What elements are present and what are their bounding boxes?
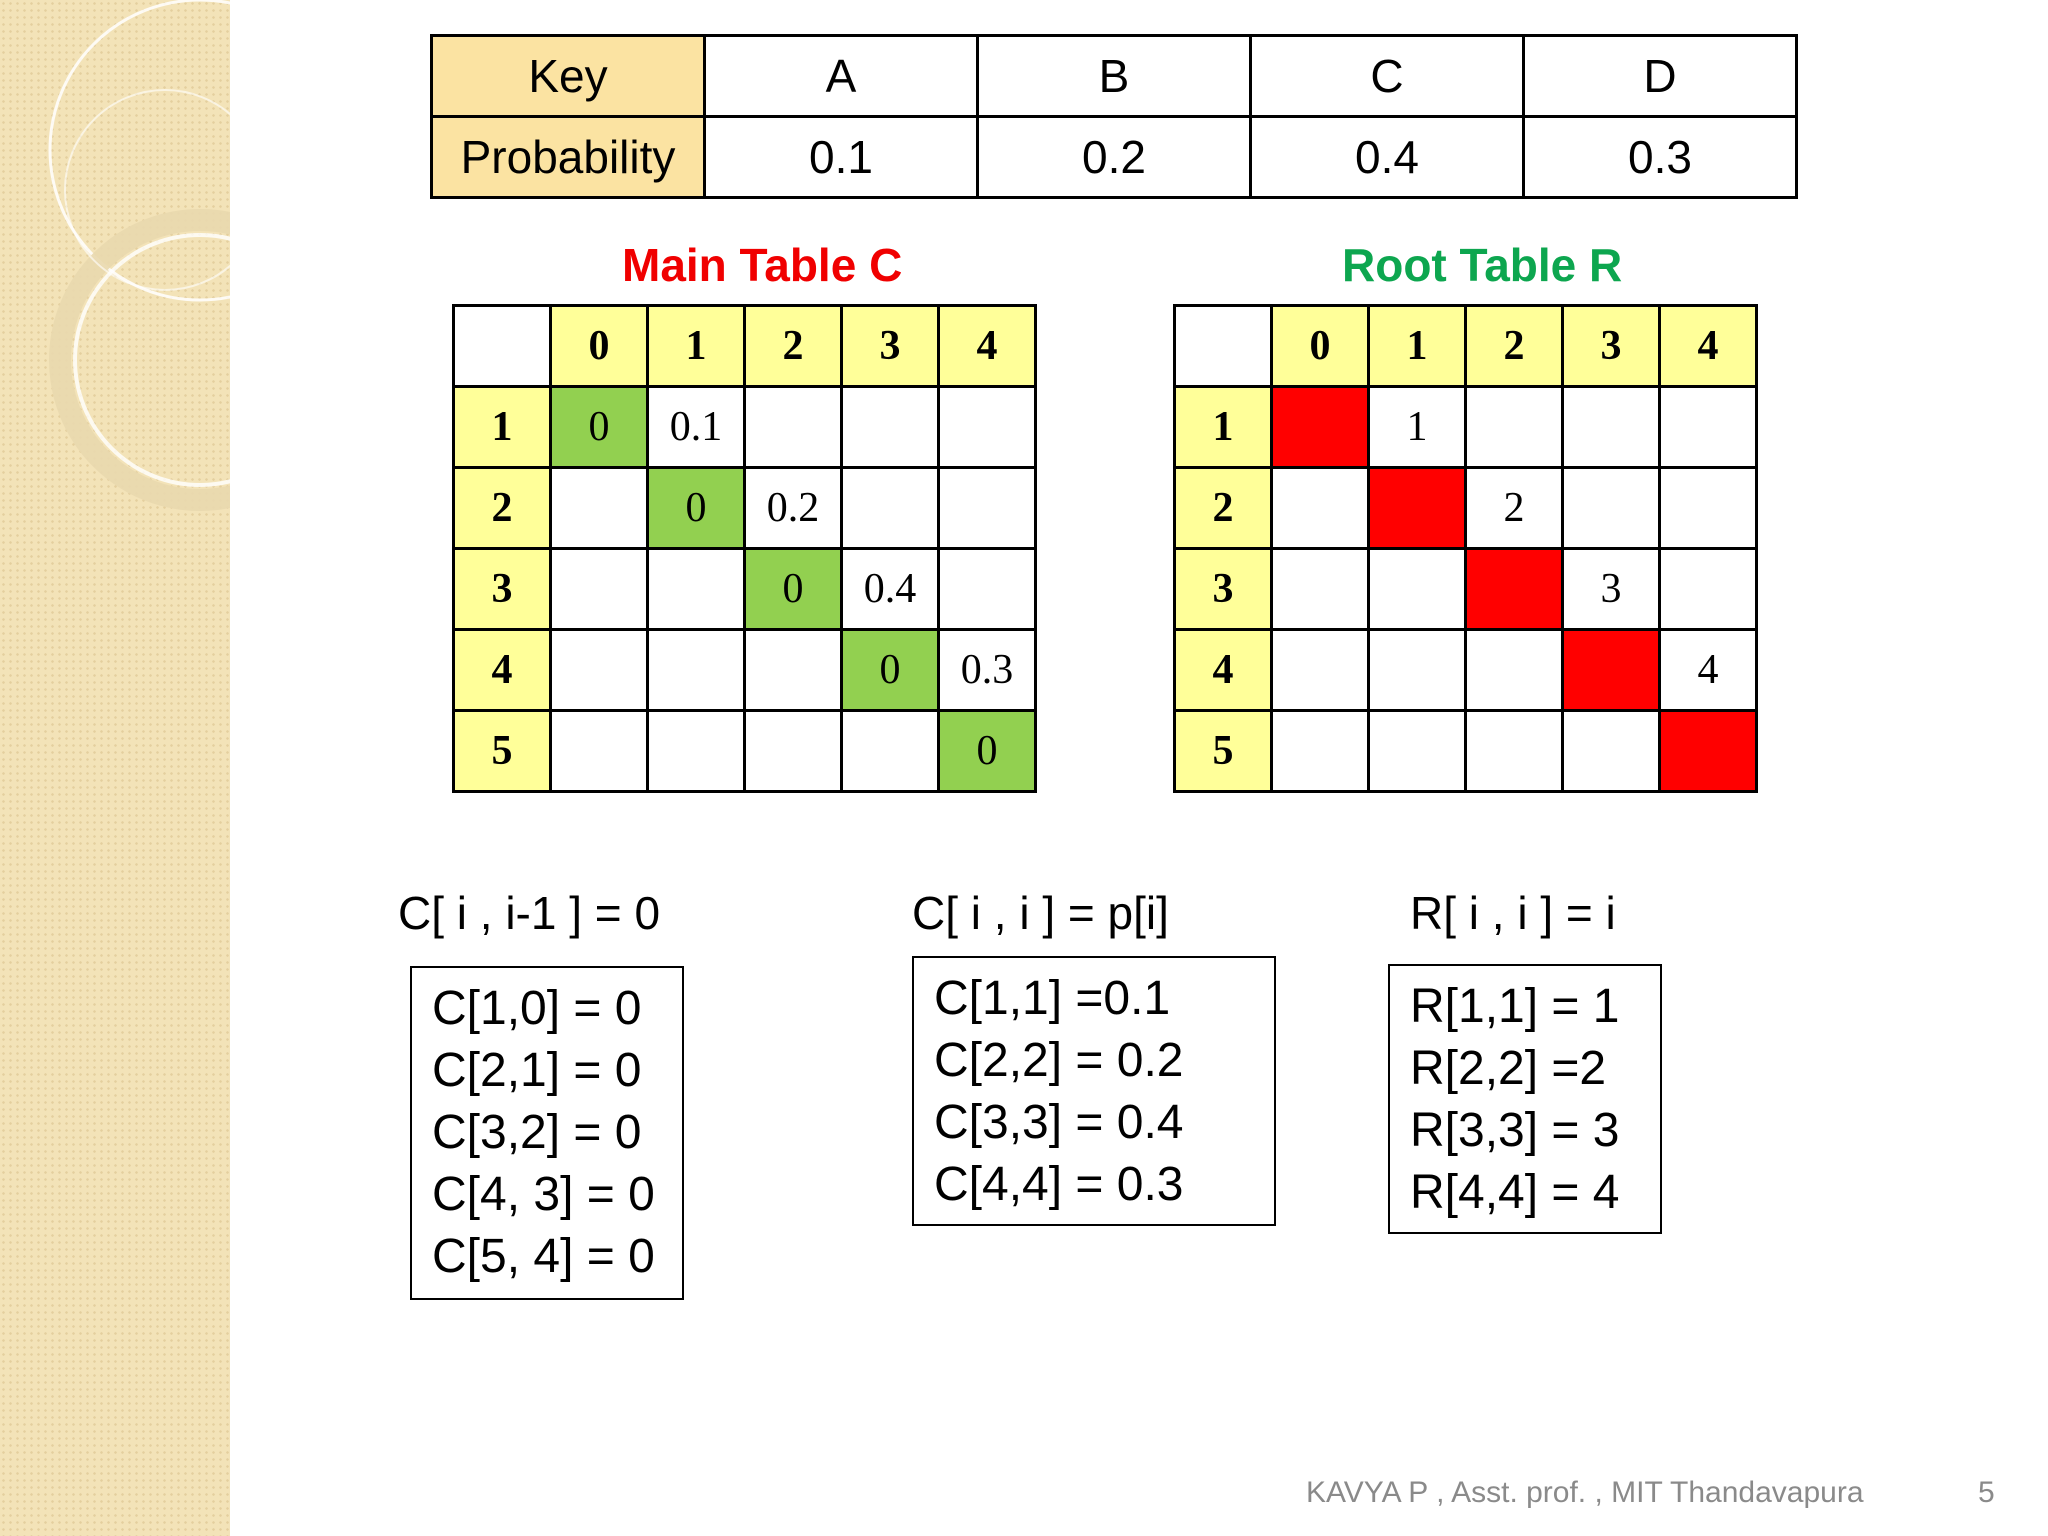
grid-cell [1563,630,1660,711]
grid-row-header: 5 [1175,711,1272,792]
grid-col-header: 2 [745,306,842,387]
grid-cell [842,387,939,468]
grid-row-header: 2 [1175,468,1272,549]
formula-line: R[2,2] =2 [1410,1042,1607,1095]
grid-row [454,711,1036,792]
key-cell: A [705,36,978,117]
grid-row-header: 2 [454,468,551,549]
root-table-title: Root Table R [1342,239,1623,291]
grid-row-header: 3 [1175,549,1272,630]
grid-header-row [454,306,1036,387]
grid-cell [1563,387,1660,468]
grid-row [454,468,1036,549]
grid-cell: 1 [1369,387,1466,468]
grid-cell [1660,711,1757,792]
grid-row-header: 1 [454,387,551,468]
grid-cell [1369,468,1466,549]
formula-line: R[3,3] = 3 [1410,1104,1620,1157]
grid-col-header: 1 [1369,306,1466,387]
grid-cell: 0 [745,549,842,630]
formula-line: C[4, 3] = 0 [432,1168,655,1221]
formula-label-diagonal: C[ i , i ] = p[i] [912,887,1169,939]
grid-cell [1660,549,1757,630]
formula-box-diagonal [912,956,1276,1226]
grid-row [1175,711,1757,792]
grid-cell: 0 [648,468,745,549]
grid-cell: 0.2 [745,468,842,549]
formula-line: C[1,1] =0.1 [934,972,1171,1025]
grid-cell [1272,387,1369,468]
grid-cell [745,387,842,468]
grid-row-header: 4 [454,630,551,711]
main-table-title: Main Table C [622,239,903,291]
probability-cell: 0.1 [705,117,978,198]
grid-col-header: 4 [939,306,1036,387]
grid-cell [551,711,648,792]
formula-line: C[3,3] = 0.4 [934,1096,1184,1149]
grid-cell [745,711,842,792]
grid-col-header: 0 [1272,306,1369,387]
grid-cell [1466,711,1563,792]
formula-line: C[2,2] = 0.2 [934,1034,1184,1087]
grid-row [454,387,1036,468]
grid-cell [939,549,1036,630]
grid-cell [842,711,939,792]
grid-cell [648,711,745,792]
probability-cell: 0.3 [1524,117,1797,198]
grid-row-header: 5 [454,711,551,792]
grid-cell: 0 [939,711,1036,792]
grid-cell [1369,711,1466,792]
probability-cell: 0.4 [1251,117,1524,198]
grid-cell [745,630,842,711]
grid-row-header: 1 [1175,387,1272,468]
grid-col-header: 2 [1466,306,1563,387]
key-cell: C [1251,36,1524,117]
grid-cell: 4 [1660,630,1757,711]
grid-row-header: 4 [1175,630,1272,711]
grid-cell [551,468,648,549]
grid-cell [1272,711,1369,792]
formula-line: C[3,2] = 0 [432,1106,642,1159]
grid-cell [551,549,648,630]
main-table-c [452,304,1037,793]
formula-label-root: R[ i , i ] = i [1410,887,1616,939]
grid-col-header: 3 [1563,306,1660,387]
grid-cell: 2 [1466,468,1563,549]
grid-cell [1466,630,1563,711]
formula-line: R[4,4] = 4 [1410,1166,1620,1219]
grid-cell [1466,387,1563,468]
footer-author: KAVYA P , Asst. prof. , MIT Thandavapura [1306,1476,1864,1509]
grid-cell: 3 [1563,549,1660,630]
formula-label-base: C[ i , i-1 ] = 0 [398,887,661,939]
grid-cell [1369,549,1466,630]
grid-cell [842,468,939,549]
grid-row [1175,630,1757,711]
probability-label: Probability [432,117,705,198]
probability-cell: 0.2 [978,117,1251,198]
formula-line: C[5, 4] = 0 [432,1230,655,1283]
grid-row [1175,468,1757,549]
grid-cell [939,387,1036,468]
grid-row [1175,387,1757,468]
grid-corner-cell [454,306,551,387]
grid-row [1175,549,1757,630]
key-label: Key [432,36,705,117]
grid-cell: 0.1 [648,387,745,468]
grid-cell [1660,387,1757,468]
grid-cell [648,630,745,711]
formula-line: R[1,1] = 1 [1410,980,1620,1033]
grid-row [454,630,1036,711]
root-table-r [1173,304,1758,793]
grid-cell [1660,468,1757,549]
grid-col-header: 1 [648,306,745,387]
grid-cell: 0.4 [842,549,939,630]
grid-cell: 0.3 [939,630,1036,711]
grid-header-row [1175,306,1757,387]
grid-cell [1272,468,1369,549]
grid-cell [1369,630,1466,711]
grid-cell [1466,549,1563,630]
grid-cell [648,549,745,630]
probability-row [432,117,1797,198]
page-number: 5 [1978,1476,1995,1509]
grid-cell [1563,711,1660,792]
formula-box-root [1388,964,1662,1234]
grid-col-header: 4 [1660,306,1757,387]
formula-line: C[4,4] = 0.3 [934,1158,1184,1211]
formula-line: C[2,1] = 0 [432,1044,642,1097]
grid-cell: 0 [842,630,939,711]
key-cell: D [1524,36,1797,117]
grid-cell [1272,630,1369,711]
key-probability-table [430,34,1798,199]
key-row [432,36,1797,117]
grid-col-header: 0 [551,306,648,387]
grid-cell [1563,468,1660,549]
grid-cell: 0 [551,387,648,468]
grid-cell [939,468,1036,549]
grid-col-header: 3 [842,306,939,387]
key-cell: B [978,36,1251,117]
grid-cell [1272,549,1369,630]
formula-line: C[1,0] = 0 [432,982,642,1035]
grid-row [454,549,1036,630]
grid-cell [551,630,648,711]
grid-corner-cell [1175,306,1272,387]
formula-box-base [410,966,684,1300]
grid-row-header: 3 [454,549,551,630]
